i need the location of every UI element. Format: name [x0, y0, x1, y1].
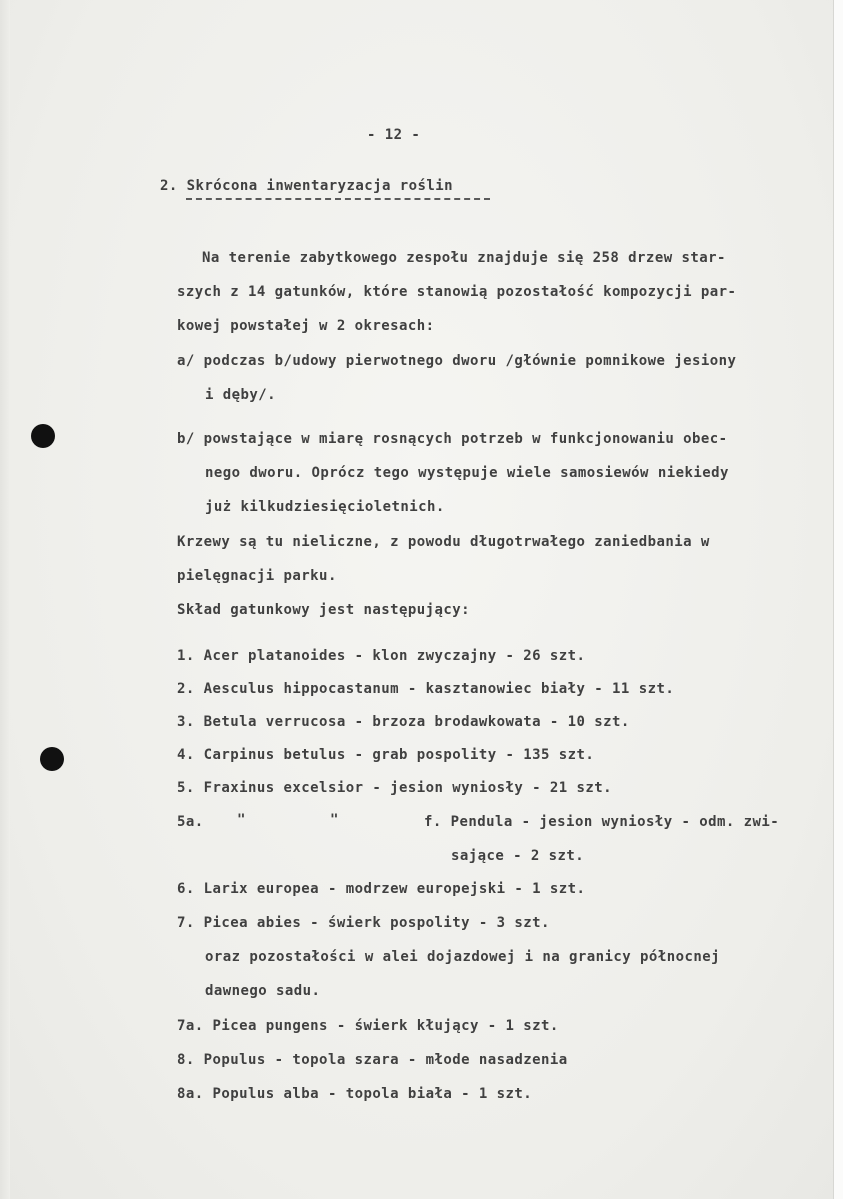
paragraph-line: kowej powstałej w 2 okresach:: [177, 318, 435, 334]
species-note: oraz pozostałości w alei dojazdowej i na granicy północnej: [205, 949, 720, 965]
species-item-cont: sające - 2 szt.: [451, 848, 585, 864]
species-item: 7a. Picea pungens - świerk kłujący - 1 szt.: [177, 1018, 559, 1034]
list-item-b-cont: już kilkudziesięcioletnich.: [205, 499, 445, 515]
shrubs-line: Krzewy są tu nieliczne, z powodu długotrwałego zaniedbania w: [177, 534, 710, 550]
section-heading: 2. Skrócona inwentaryzacja roślin: [160, 178, 453, 194]
ditto-mark: ": [330, 812, 339, 828]
list-item-b-cont: nego dworu. Oprócz tego występuje wiele samosiewów niekiedy: [205, 465, 729, 481]
species-item-number: 5a.: [177, 814, 204, 830]
paragraph-line: Na terenie zabytkowego zespołu znajduje się 258 drzew star-: [202, 250, 726, 266]
list-item-a: a/ podczas b/udowy pierwotnego dworu /głównie pomnikowe jesiony: [177, 353, 737, 369]
species-item: 2. Aesculus hippocastanum - kasztanowiec biały - 11 szt.: [177, 681, 675, 697]
species-item: 8. Populus - topola szara - młode nasadzenia: [177, 1052, 568, 1068]
species-item: 5. Fraxinus excelsior - jesion wyniosły - 21 szt.: [177, 780, 613, 796]
scan-left-edge: [0, 0, 10, 1199]
species-item: f. Pendula - jesion wyniosły - odm. zwi-: [424, 814, 780, 830]
species-item: 3. Betula verrucosa - brzoza brodawkowata - 10 szt.: [177, 714, 630, 730]
scan-right-edge: [833, 0, 843, 1199]
ditto-mark: ": [237, 812, 246, 828]
heading-underline: [186, 198, 490, 200]
species-item: 7. Picea abies - świerk pospolity - 3 szt.: [177, 915, 550, 931]
list-item-b: b/ powstające w miarę rosnących potrzeb w funkcjonowaniu obec-: [177, 431, 728, 447]
species-item: 4. Carpinus betulus - grab pospolity - 135 szt.: [177, 747, 595, 763]
composition-intro: Skład gatunkowy jest następujący:: [177, 602, 470, 618]
list-item-a-cont: i dęby/.: [205, 387, 277, 403]
species-item: 8a. Populus alba - topola biała - 1 szt.: [177, 1086, 533, 1102]
shrubs-line: pielęgnacji parku.: [177, 568, 337, 584]
species-item: 1. Acer platanoides - klon zwyczajny - 26 szt.: [177, 648, 586, 664]
species-item: 6. Larix europea - modrzew europejski - 1 szt.: [177, 881, 586, 897]
page-number: - 12 -: [367, 127, 421, 143]
species-note: dawnego sadu.: [205, 983, 321, 999]
punch-hole: [40, 747, 64, 771]
paragraph-line: szych z 14 gatunków, które stanowią pozostałość kompozycji par-: [177, 284, 737, 300]
punch-hole: [31, 424, 55, 448]
